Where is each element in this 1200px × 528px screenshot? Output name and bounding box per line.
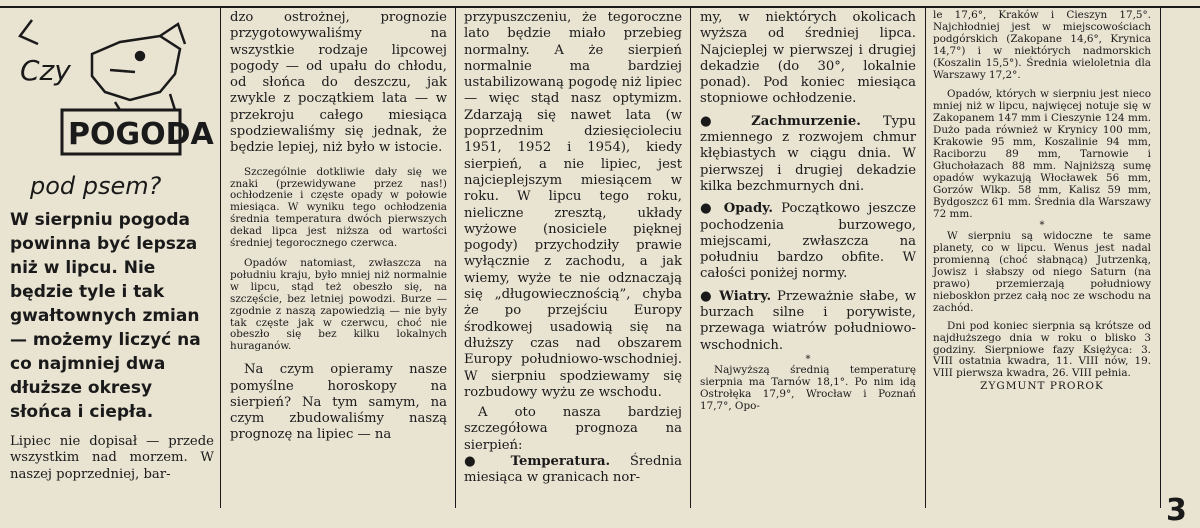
top-rule	[0, 6, 1200, 8]
col4-p4: Przeważnie słabe, w burzach silne i porywiste, przewaga wiatrów południowo-wschodnich.	[700, 288, 917, 353]
column-divider	[455, 8, 456, 508]
separator-star: *	[805, 353, 811, 365]
bullet-icon: ●	[700, 113, 752, 129]
col2-p1: dzo ostrożnej, prognozie przygotowywaliśmy na wszystkie rodzaje lipcowej pogody — od upału do chłodu, od słońca do deszczu, jak zwykle z początkiem lata — w przekroju całego miesiąca spodziewaliśmy się jednak, że będzie lepiej, niż było w istocie.	[230, 10, 447, 156]
separator-star: *	[1039, 220, 1045, 232]
bullet-icon: ●	[700, 201, 724, 217]
column-divider	[1160, 8, 1161, 508]
column-5	[933, 10, 1151, 392]
col2-p4: Na czym opieramy nasze pomyślne horoskopy na sierpień? Na tym samym, na czym zbudowaliśmy naszą prognozę na lipiec — na	[230, 362, 447, 443]
column-1	[10, 208, 214, 483]
lead-paragraph: W sierpniu pogoda powinna być lepsza niż w lipcu. Nie będzie tyle i tak gwałtownych zmian — możemy liczyć na co najmniej dwa dłuższe okresy słońca i ciepła.	[10, 210, 201, 422]
author-signature: ZYGMUNT PROROK	[980, 380, 1104, 393]
col4-p5: Najwyższą średnią temperaturę sierpnia ma Tarnów 18,1°. Po nim idą Ostrołęka 17,9°, Wrocław i Poznań 17,7°, Opo-	[700, 363, 916, 412]
col3-p1: przypuszczeniu, że tegoroczne lato będzie miało przebieg normalny. A że sierpień normalnie ma bardziej ustabilizowaną pogodę niż lipiec — więc stąd nasz optymizm. Zdarzają się nawet lata (w poprzednim dziesięcioleciu 1951, 1952 i 1954), kiedy sierpień, a nie lipiec, jest najcieplejszym miesiącem w roku. W lipcu tego roku, nieliczne zresztą, układy wyżowe (nosiciele pięknej pogody) przychodziły prawie wyłącznie z zachodu, a jak wiemy, wyże te nie odznaczają się „długowiecznością”, chyba że po przejściu Europy środkowej usadowią się na dłuższy czas nad obszarem Europy południowo-wschodniej. W sierpniu spodziewamy się rozbudowy wyżu ze wschodu.	[464, 10, 682, 400]
bullet-icon: ●	[464, 454, 511, 470]
col2-p2: Szczególnie dotkliwie dały się we znaki (przewidywane przez nas!) ochłodzenie i częste opady w połowie miesiąca. W wyniku tego ochłodzenia średnia temperatura dwóch pierwszych dekad lipca jest niższa od wartości średniej tegorocznego czerwca.	[230, 165, 447, 250]
heading-opady: Opady.	[723, 201, 773, 217]
column-2	[230, 10, 447, 444]
col4-p2: Typu zmiennego z rozwojem chmur kłębiastych w ciągu dnia. W pierwszej i drugiej dekadzie kilka bezchmurnych dni.	[700, 113, 916, 194]
logo-title-bottom: pod psem?	[30, 172, 162, 200]
pogoda-logo	[10, 14, 214, 204]
col3-p2: A oto nasza bardziej szczegółowa prognoza na sierpień:	[464, 405, 682, 453]
logo-title-main: POGODA	[68, 117, 214, 152]
page-number: 3	[1166, 493, 1187, 528]
col5-p3: W sierpniu są widoczne te same planety, co w lipcu. Wenus jest nadal promienną (choć słabnącą) Jutrzenką, Jowisz i słabszy od niego Saturn (na prawo) przemierzają południowy nieboskłon przez całą noc ze wschodu na zachód.	[933, 230, 1151, 314]
col5-p2: Opadów, których w sierpniu jest nieco mniej niż w lipcu, najwięcej notuje się w Zakopanem 147 mm i Cieszynie 124 mm. Dużo pada również w Krynicy 100 mm, Krakowie 95 mm, Koszalinie 94 mm, Raciborzu 89 mm, Tarnowie i Głuchołazach 88 mm. Najniższą sumę opadów wykazują Włocławek 56 mm, Gorzów Wlkp. 58 mm, Kalisz 59 mm, Bydgoszcz 61 mm. Średnia dla Warszawy 72 mm.	[933, 88, 1151, 220]
col3-p3: Średnia miesiąca w granicach nor-	[464, 454, 682, 486]
logo-title-top: Czy	[20, 54, 71, 87]
col5-p4: Dni pod koniec sierpnia są krótsze od najdłuższego dnia w roku o blisko 3 godziny. Sierpniowe fazy Księżyca: 3. VIII ostatnia kwadra, 11. VIII nów, 19. VIII pierwsza kwadra, 26. VIII pełnia.	[933, 319, 1151, 380]
col2-p3: Opadów natomiast, zwłaszcza na południu kraju, było mniej niż normalnie w lipcu, stąd też obeszło się, na szczęście, bez letniej powodzi. Burze — zgodnie z naszą zapowiedzią — nie były tak częste jak w czerwcu, choć nie obeszło się bez kilku lokalnych huraganów.	[230, 257, 447, 353]
heading-zachmurzenie: Zachmurzenie.	[751, 113, 861, 129]
col4-p3: Początkowo jeszcze pochodzenia burzowego, miejscami, zwłaszcza na południu bardzo obfite. W całości poniżej normy.	[700, 201, 916, 282]
heading-wiatry: Wiatry.	[719, 288, 772, 304]
bullet-icon: ●	[700, 288, 720, 304]
column-divider	[220, 8, 221, 508]
heading-temperatura: Temperatura.	[510, 454, 611, 470]
intro-paragraph: Lipiec nie dopisał — przede wszystkim nad morzem. W naszej poprzedniej, bar-	[10, 434, 214, 482]
col5-p1: le 17,6°, Kraków i Cieszyn 17,5°. Najchłodniej jest w miejscowościach podgórskich (Zakopane 14,6°, Krynica 14,7°) i w niektórych nadmorskich (Koszalin 15,5°). Średnia wieloletnia dla Warszawy 17,2°.	[933, 9, 1151, 81]
column-4	[700, 10, 916, 413]
column-3	[464, 10, 682, 487]
col4-p1: my, w niektórych okolicach wyższa od średniej lipca. Najcieplej w pierwszej i drugiej dekadzie (do 30°, lokalnie ponad). Pod koniec miesiąca stopniowe ochłodzenie.	[700, 10, 916, 107]
column-divider	[925, 8, 926, 508]
column-divider	[690, 8, 691, 508]
